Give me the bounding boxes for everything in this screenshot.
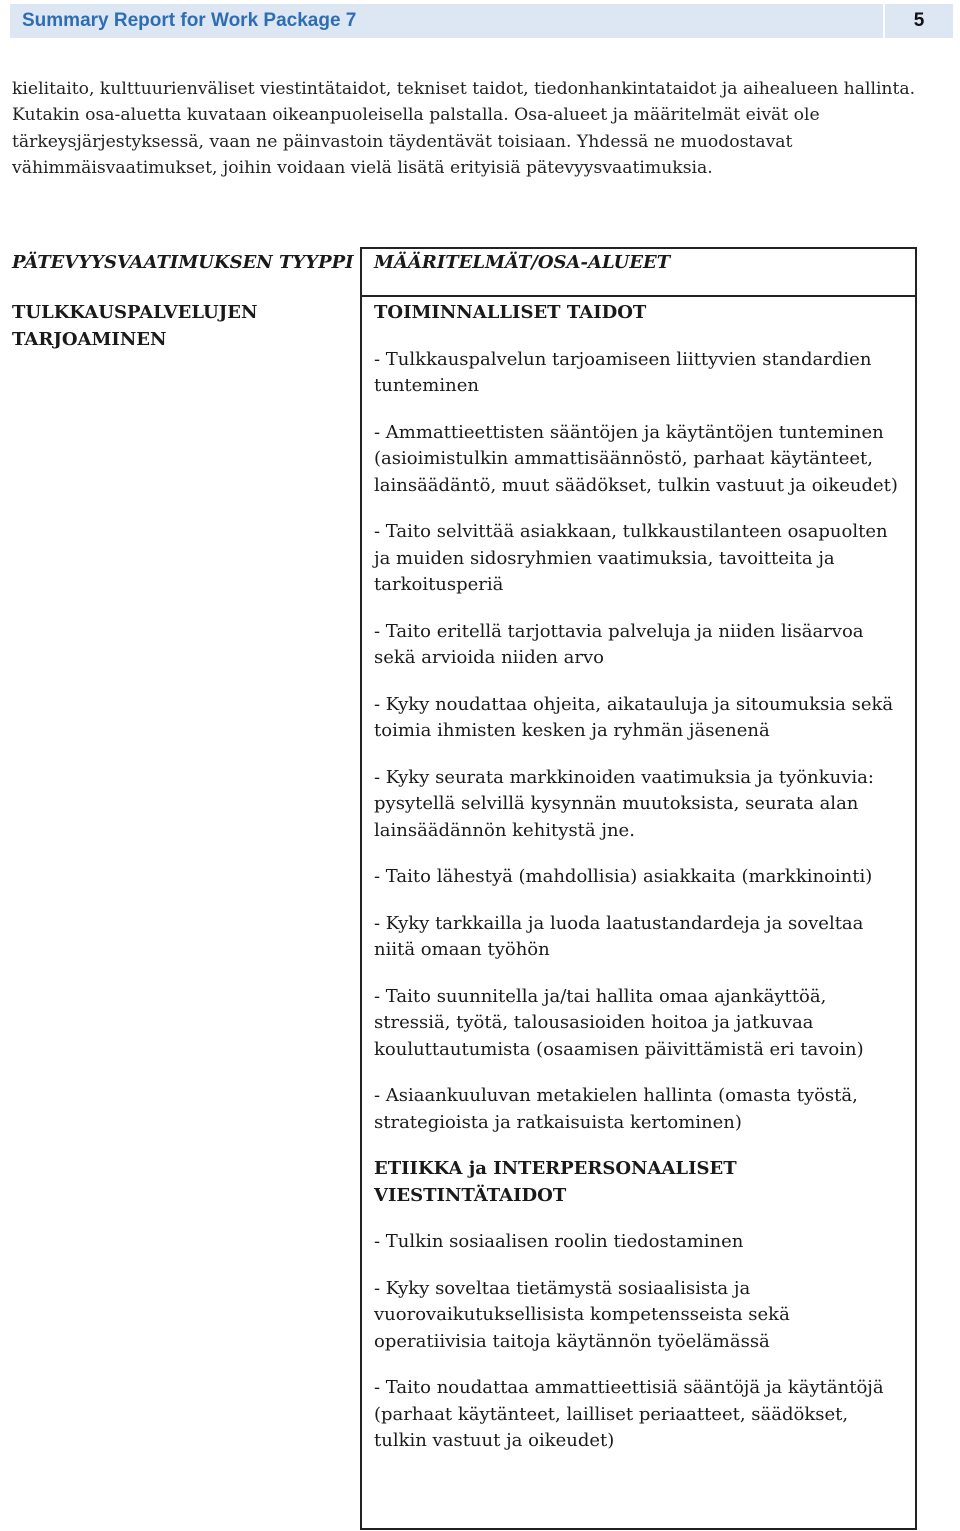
list-item: - Tulkkauspalvelun tarjoamiseen liittyvien standardien tunteminen [374, 348, 872, 396]
intro-text: kielitaito, kulttuurienväliset viestintätaidot, tekniset taidot, tiedonhankintataidot ja aihealueen hallinta. Kutakin osa-aluetta kuvataan oikeanpuoleisella palstalla. Osa-alueet ja määritelmät eivät ole tärkeysjärjestyksessä, vaan ne päinvastoin täydentävät toisiaan. Yhdessä ne muodostavat vähimmäisvaatimukset, joihin voidaan vielä lisätä erityisiä pätevyysvaatimuksia. [12, 79, 916, 178]
definitions-cell [361, 296, 916, 1529]
competence-type-cell [0, 296, 361, 1529]
list-item: - Taito noudattaa ammattieettisiä sääntöjä ja käytäntöjä (parhaat käytänteet, lailliset periaatteet, säädökset, tulkin vastuut ja oikeudet) [374, 1377, 884, 1451]
list-item: - Kyky noudattaa ohjeita, aikatauluja ja sitoumuksia sekä toimia ihmisten kesken ja ryhmän jäsenenä [374, 693, 894, 741]
page-header [10, 4, 953, 38]
list-item: - Taito selvittää asiakkaan, tulkkaustilanteen osapuolten ja muiden sidosryhmien vaatimuksia, tavoitteita ja tarkoitusperiä [374, 521, 888, 595]
competence-table [0, 247, 917, 1530]
intro-paragraph [12, 76, 948, 181]
table-header-row [0, 248, 916, 296]
list-item: - Taito lähestyä (mahdollisia) asiakkaita (markkinointi) [374, 866, 873, 887]
section-title-functional-skills: TOIMINNALLISET TAIDOT [374, 302, 647, 323]
page-number: 5 [883, 4, 953, 38]
column-header-type: PÄTEVYYSVAATIMUKSEN TYYPPI [12, 252, 354, 273]
list-item: - Taito suunnitella ja/tai hallita omaa ajankäyttöä, stressiä, työtä, talousasioiden hoitoa ja jatkuvaa kouluttautumista (osaamisen päivittämistä eri tavoin) [374, 985, 864, 1060]
document-title: Summary Report for Work Package 7 [22, 10, 357, 31]
list-item: - Taito eritellä tarjottavia palveluja ja niiden lisäarvoa sekä arvioida niiden arvo [374, 620, 864, 668]
competence-type-label: TULKKAUSPALVELUJEN TARJOAMINEN [12, 302, 258, 350]
list-item: - Kyky soveltaa tietämystä sosiaalisista ja vuorovaikutuksellisista kompetensseista sekä operatiivisia taitoja käytännön työelämässä [374, 1277, 790, 1352]
list-item: - Ammattieettisten sääntöjen ja käytäntöjen tunteminen (asioimistulkin ammattisäännöstö, parhaat käytänteet, lainsäädäntö, muut säädökset, tulkin vastuut ja oikeudet) [374, 421, 898, 496]
section-title-ethics: ETIIKKA ja INTERPERSONAALISET VIESTINTÄTAIDOT [374, 1158, 737, 1206]
table-row [0, 296, 916, 1529]
list-item: - Tulkin sosiaalisen roolin tiedostaminen [374, 1231, 744, 1252]
list-item: - Asiaankuuluvan metakielen hallinta (omasta työstä, strategioista ja ratkaisuista kertominen) [374, 1085, 858, 1133]
list-item: - Kyky tarkkailla ja luoda laatustandardeja ja soveltaa niitä omaan työhön [374, 912, 864, 960]
list-item: - Kyky seurata markkinoiden vaatimuksia ja työnkuvia: pysytellä selvillä kysynnän muutoksista, seurata alan lainsäädännön kehitystä jne. [374, 766, 874, 841]
column-header-definitions: MÄÄRITELMÄT/OSA-ALUEET [361, 248, 916, 296]
